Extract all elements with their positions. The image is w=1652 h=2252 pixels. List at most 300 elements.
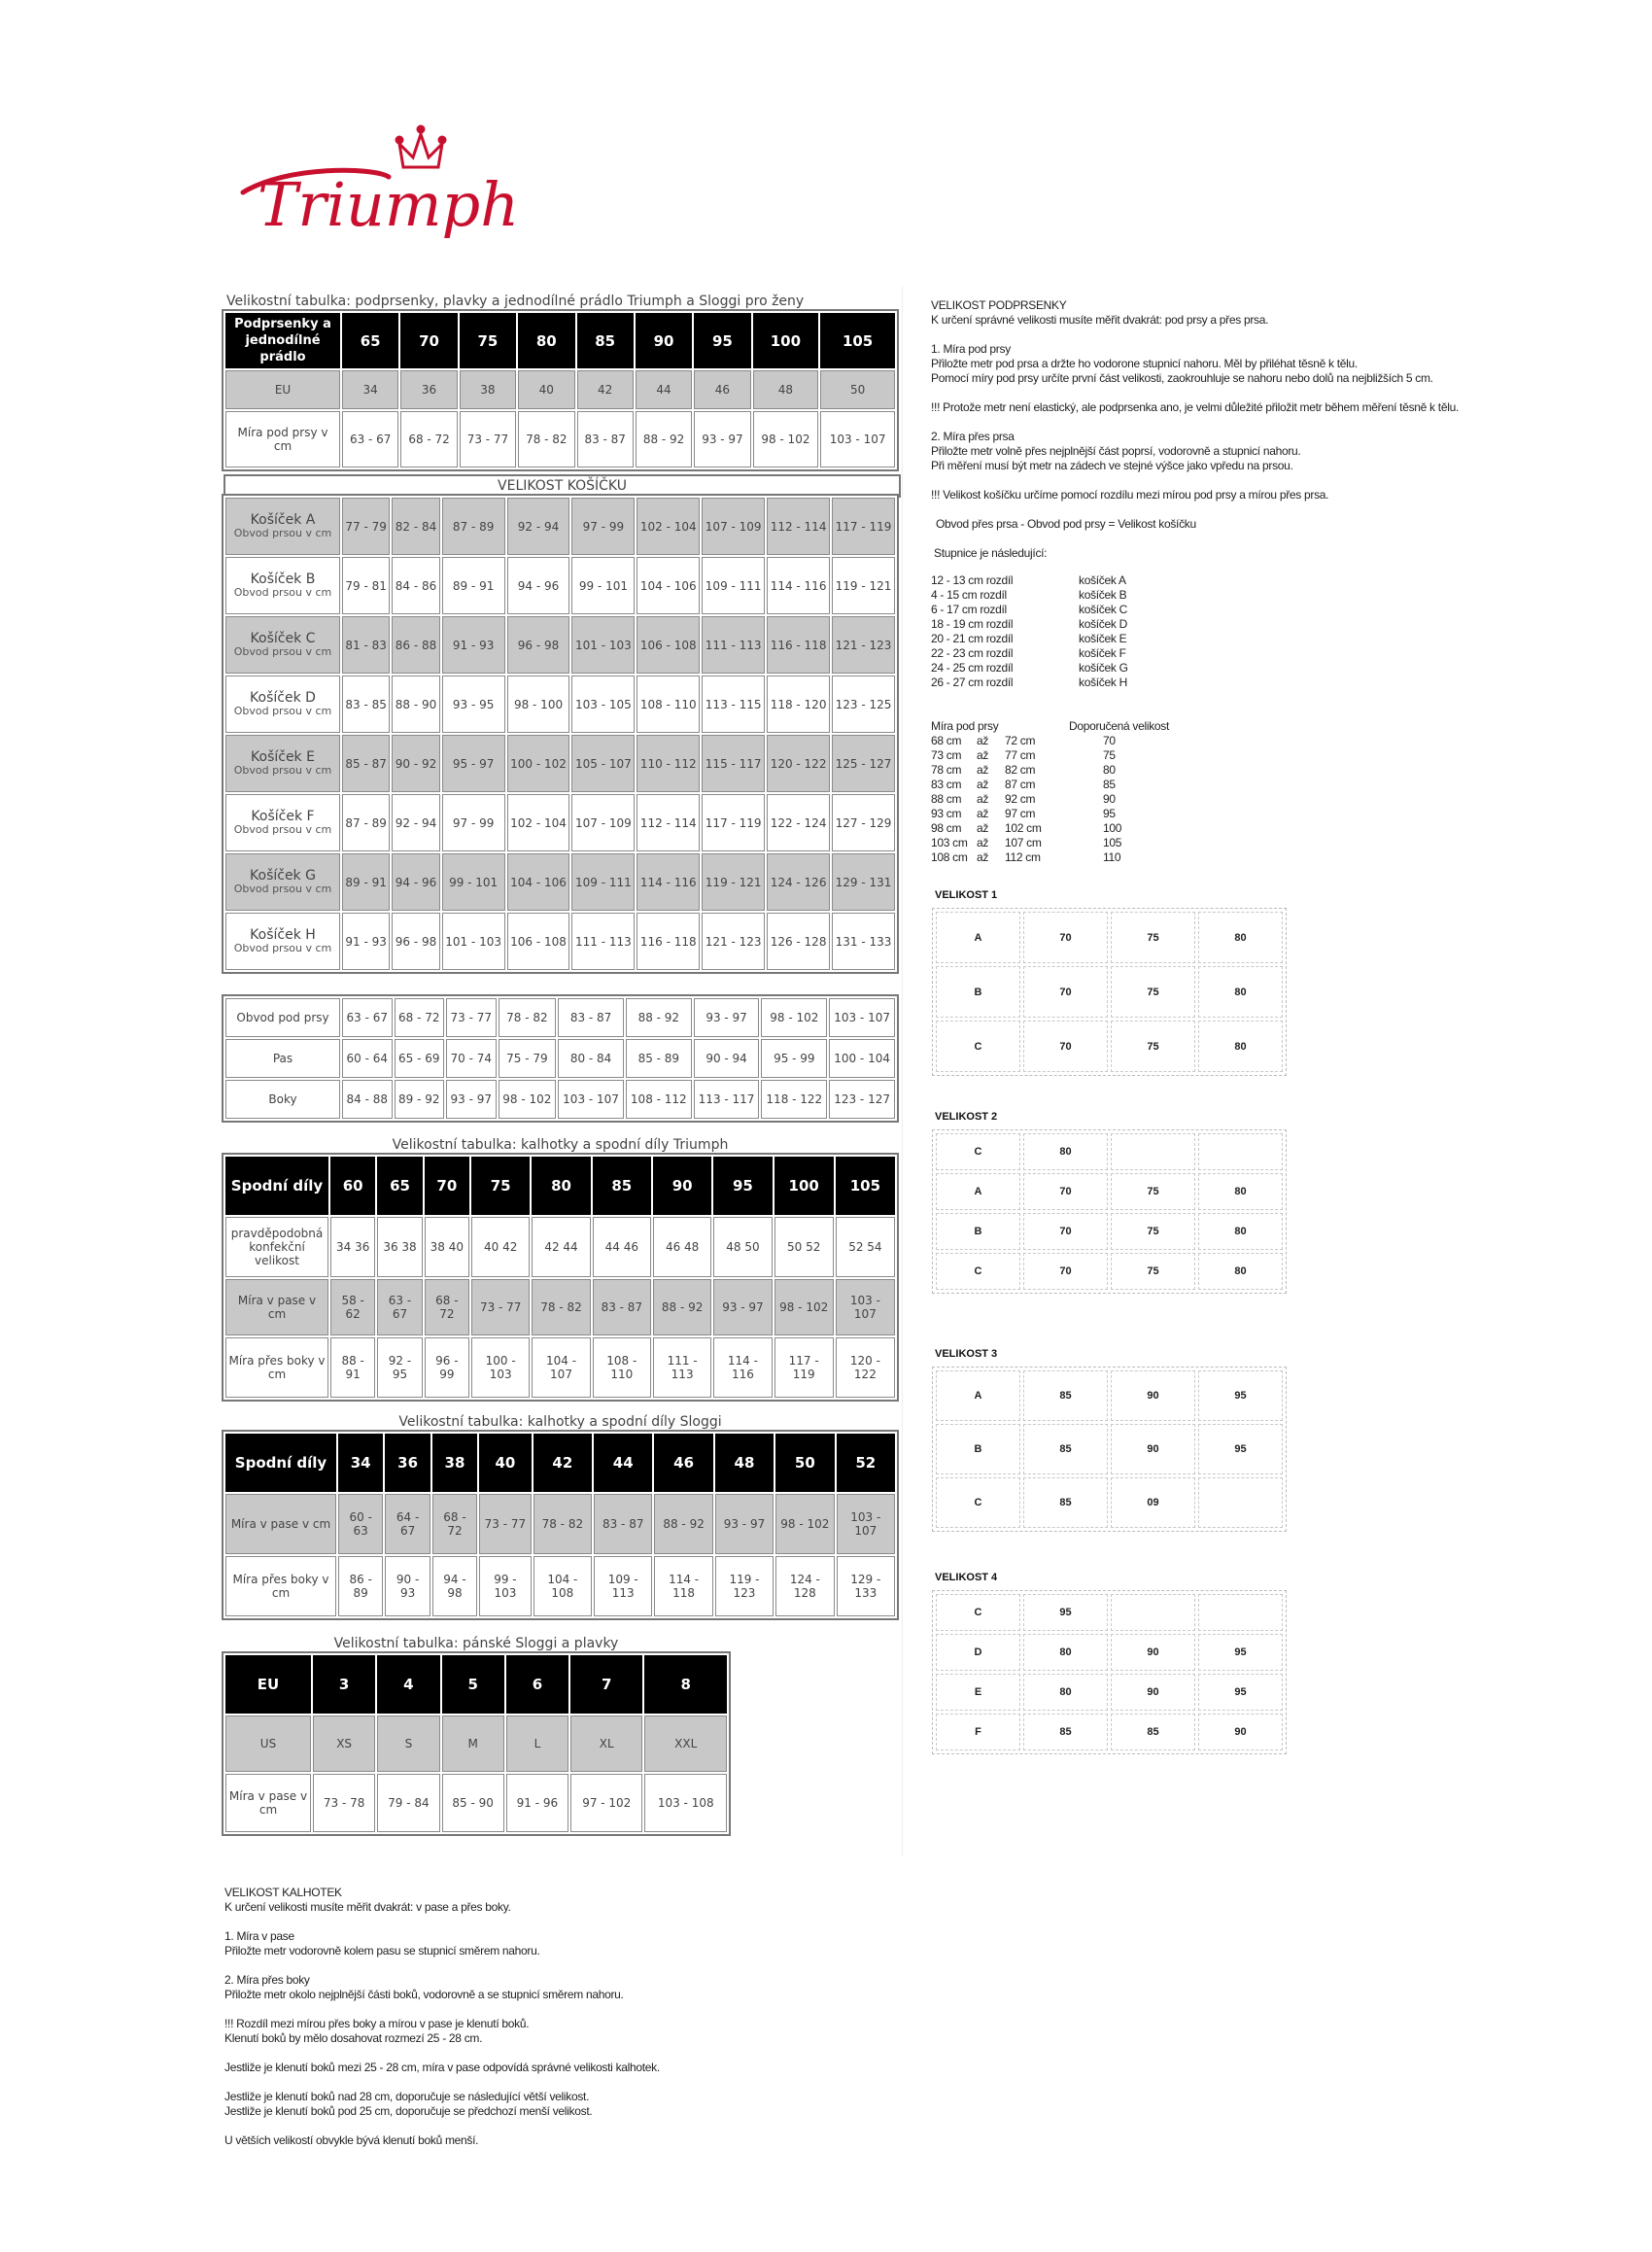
triumph-brief-size: 70 [425, 1157, 469, 1215]
triumph-briefs-value: 92 - 95 [377, 1337, 422, 1398]
body-value: 108 - 112 [626, 1080, 692, 1119]
velikost-size: 95 [1198, 1674, 1283, 1711]
triumph-briefs-value: 68 - 72 [425, 1279, 469, 1335]
cup-row [225, 676, 895, 733]
cup-row [225, 913, 895, 970]
recommend-upto: 82 cm [1005, 763, 1036, 777]
velikost-table [933, 1591, 1286, 1753]
recommend-size: 85 [1103, 778, 1116, 791]
velikost-size: 80 [1023, 1133, 1108, 1170]
cup-scale-cup: košíček E [1079, 632, 1127, 645]
cup-value: 94 - 96 [507, 557, 570, 614]
recommend-to: až [977, 763, 989, 777]
eu-value: 36 [400, 370, 457, 409]
sloggi-briefs-value: 88 - 92 [654, 1494, 712, 1554]
men-us-label: US [225, 1715, 311, 1772]
body-value: 90 - 94 [694, 1039, 760, 1078]
eu-value: 44 [636, 370, 692, 409]
cup-value: 103 - 105 [571, 676, 635, 733]
recommend-to: až [977, 778, 989, 791]
cup-name: Košíček H [250, 927, 316, 943]
cup-value: 125 - 127 [832, 735, 895, 792]
sloggi-briefs-value: 78 - 82 [533, 1494, 592, 1554]
velikost-size: 85 [1023, 1477, 1108, 1528]
eu-value: 38 [460, 370, 516, 409]
sloggi-briefs-value: 64 - 67 [385, 1494, 430, 1554]
men-us-value: XS [313, 1715, 375, 1772]
body-label: Obvod pod prsy [225, 998, 340, 1037]
cup-value: 114 - 116 [767, 557, 830, 614]
triumph-briefs-value: 44 46 [593, 1217, 651, 1277]
triumph-brief-size: 65 [377, 1157, 422, 1215]
triumph-briefs-value: 120 - 122 [836, 1337, 895, 1398]
triumph-briefs-value: 93 - 97 [713, 1279, 772, 1335]
triumph-brief-size: 100 [774, 1157, 834, 1215]
cup-value: 85 - 87 [342, 735, 390, 792]
cup-scale-cup: košíček A [1079, 573, 1126, 587]
recommend-from: 78 cm [931, 763, 962, 777]
recommend-header-size: Doporučená velikost [1069, 719, 1170, 733]
triumph-briefs-value: 46 48 [653, 1217, 711, 1277]
triumph-briefs-value: 114 - 116 [713, 1337, 772, 1398]
body-value: 118 - 122 [761, 1080, 827, 1119]
triumph-briefs-value: 34 36 [330, 1217, 375, 1277]
triumph-brief-size: 105 [836, 1157, 895, 1215]
velikost-row [936, 1424, 1283, 1474]
recommend-upto: 92 cm [1005, 792, 1036, 806]
sloggi-briefs-value: 103 - 107 [837, 1494, 895, 1554]
velikost-cup: A [936, 1173, 1020, 1210]
men-waist-value: 103 - 108 [644, 1774, 727, 1832]
triumph-briefs-value: 111 - 113 [653, 1337, 711, 1398]
men-waist-value: 79 - 84 [377, 1774, 439, 1832]
triumph-briefs-value: 48 50 [713, 1217, 772, 1277]
men-waist-label: Míra v pase v cm [225, 1774, 311, 1832]
triumph-briefs-title: Velikostní tabulka: kalhotky a spodní díly Triumph [392, 1137, 729, 1153]
cup-scale-diff: 6 - 17 cm rozdíl [931, 603, 1007, 616]
body-value: 100 - 104 [829, 1039, 895, 1078]
velikost-size: 80 [1198, 1253, 1283, 1290]
men-size-table [224, 1653, 729, 1834]
cup-value: 96 - 98 [392, 913, 439, 970]
recommend-size: 95 [1103, 807, 1116, 820]
body-label: Pas [225, 1039, 340, 1078]
cup-value: 129 - 131 [832, 853, 895, 911]
body-row [225, 998, 895, 1037]
cup-value: 99 - 101 [442, 853, 505, 911]
recommend-from: 88 cm [931, 792, 962, 806]
velikost-table [933, 1130, 1286, 1293]
velikost-size: 95 [1198, 1424, 1283, 1474]
velikost-size [1198, 1133, 1283, 1170]
velikost-size: 80 [1023, 1634, 1108, 1671]
bra-size-header: 70 [400, 313, 457, 368]
body-value: 95 - 99 [761, 1039, 827, 1078]
men-eu-value: 7 [570, 1655, 642, 1714]
cup-value: 93 - 95 [442, 676, 505, 733]
cup-value: 96 - 98 [507, 616, 570, 674]
sloggi-brief-size: 46 [654, 1434, 712, 1492]
body-value: 60 - 64 [342, 1039, 393, 1078]
cup-value: 89 - 91 [442, 557, 505, 614]
velikost-size: 90 [1111, 1424, 1195, 1474]
men-eu-value: 5 [442, 1655, 504, 1714]
cup-name: Košíček E [251, 749, 315, 765]
cup-value: 107 - 109 [571, 794, 635, 851]
triumph-briefs-value: 78 - 82 [532, 1279, 590, 1335]
triumph-briefs-value: 58 - 62 [330, 1279, 375, 1335]
velikost-size: 70 [1023, 912, 1108, 963]
sloggi-brief-size: 38 [432, 1434, 477, 1492]
cup-value: 109 - 111 [702, 557, 765, 614]
velikost-size: 80 [1023, 1674, 1108, 1711]
cup-sublabel: Obvod prsou v cm [233, 586, 332, 599]
formula: Obvod přes prsa - Obvod pod prsy = Velikost košíčku [936, 517, 1196, 531]
bra-size-header: 100 [753, 313, 819, 368]
cup-value: 110 - 112 [637, 735, 700, 792]
hips-text: Přiložte metr okolo nejplnější části boků, vodorovně a se stupnicí směrem nahoru. [224, 1988, 624, 2001]
velikost-size: 09 [1111, 1477, 1195, 1528]
cup-size-table [224, 496, 897, 972]
recommend-upto: 87 cm [1005, 778, 1036, 791]
cup-value: 111 - 113 [702, 616, 765, 674]
velikost-size: 70 [1023, 1173, 1108, 1210]
cup-value: 91 - 93 [342, 913, 390, 970]
velikost-cup: C [936, 1253, 1020, 1290]
underbust-value: 83 - 87 [577, 411, 634, 468]
sloggi-briefs-value: 86 - 89 [338, 1556, 383, 1616]
velikost-row [936, 1477, 1283, 1528]
hip-warning2: Klenutí boků by mělo dosahovat rozmezí 25 - 28 cm. [224, 2031, 483, 2045]
cup-scale-cup: košíček H [1079, 676, 1127, 689]
recommend-to: až [977, 734, 989, 747]
sloggi-brief-size: 44 [594, 1434, 652, 1492]
recommend-to: až [977, 821, 989, 835]
triumph-briefs-value: 96 - 99 [425, 1337, 469, 1398]
sloggi-brief-size: 42 [533, 1434, 592, 1492]
triumph-brief-size: 60 [330, 1157, 375, 1215]
cup-scale-cup: košíček C [1079, 603, 1127, 616]
triumph-briefs-label: pravděpodobná konfekční velikost [225, 1217, 328, 1277]
cup-value: 114 - 116 [637, 853, 700, 911]
sloggi-brief-size: 50 [775, 1434, 834, 1492]
sloggi-briefs-value: 124 - 128 [775, 1556, 834, 1616]
cup-value: 105 - 107 [571, 735, 635, 792]
brief-note-p1: Jestliže je klenutí boků mezi 25 - 28 cm, míra v pase odpovídá správné velikosti kalhotek. [224, 2061, 660, 2074]
cup-sublabel: Obvod prsou v cm [233, 645, 332, 658]
recommend-size: 70 [1103, 734, 1116, 747]
velikost-size: 95 [1198, 1370, 1283, 1421]
triumph-briefs-row [225, 1279, 895, 1335]
cup-value: 77 - 79 [342, 498, 390, 555]
cup-value: 131 - 133 [832, 913, 895, 970]
men-us-value: L [506, 1715, 568, 1772]
body-value: 85 - 89 [626, 1039, 692, 1078]
crown-icon [396, 126, 445, 167]
triumph-briefs-label: Míra v pase v cm [225, 1279, 328, 1335]
sloggi-briefs-row [225, 1494, 895, 1554]
triumph-briefs-value: 73 - 77 [471, 1279, 530, 1335]
cup-value: 86 - 88 [392, 616, 439, 674]
triumph-brief-size: 95 [713, 1157, 772, 1215]
cup-sublabel: Obvod prsou v cm [233, 942, 332, 954]
cup-name: Košíček B [250, 572, 316, 587]
velikost-cup: B [936, 1213, 1020, 1250]
cup-value: 104 - 106 [637, 557, 700, 614]
triumph-brief-size: 80 [532, 1157, 590, 1215]
velikost-size: 95 [1198, 1634, 1283, 1671]
cup-label [225, 498, 340, 555]
warning2: !!! Velikost košíčku určíme pomocí rozdílu mezi mírou pod prsy a mírou přes prsa. [931, 488, 1329, 502]
cup-value: 115 - 117 [702, 735, 765, 792]
men-us-value: XXL [644, 1715, 727, 1772]
recommend-upto: 77 cm [1005, 748, 1036, 762]
cup-sublabel: Obvod prsou v cm [233, 883, 332, 895]
bra-header-row [225, 313, 895, 368]
underbust-value: 88 - 92 [636, 411, 692, 468]
velikost-title: VELIKOST 4 [935, 1572, 998, 1583]
velikost-row [936, 1634, 1283, 1671]
velikost-row [936, 1594, 1283, 1631]
eu-value: 34 [342, 370, 398, 409]
body-value: 65 - 69 [395, 1039, 445, 1078]
velikost-size: 80 [1198, 966, 1283, 1018]
body-value: 113 - 117 [694, 1080, 760, 1119]
brief-notes-intro: K určení velikosti musíte měřit dvakrát: v pase a přes boky. [224, 1900, 511, 1914]
eu-value: 40 [518, 370, 574, 409]
recommend-from: 103 cm [931, 836, 968, 849]
body-value: 83 - 87 [558, 998, 624, 1037]
cup-label [225, 616, 340, 674]
scale-intro: Stupnice je následující: [934, 546, 1048, 560]
velikost-size: 75 [1111, 1021, 1195, 1072]
triumph-briefs-header [225, 1157, 895, 1215]
body-value: 63 - 67 [342, 998, 393, 1037]
body-value: 98 - 102 [761, 998, 827, 1037]
sloggi-briefs-value: 129 - 133 [837, 1556, 895, 1616]
underbust-value: 93 - 97 [694, 411, 750, 468]
bra-header-label: Podprsenky a jednodílné prádlo [225, 313, 340, 368]
recommend-to: až [977, 748, 989, 762]
body-value: 80 - 84 [558, 1039, 624, 1078]
cup-value: 81 - 83 [342, 616, 390, 674]
body-value: 123 - 127 [829, 1080, 895, 1119]
cup-value: 90 - 92 [392, 735, 439, 792]
column-divider [902, 287, 903, 1856]
triumph-briefs-value: 98 - 102 [774, 1279, 834, 1335]
cup-label [225, 676, 340, 733]
sloggi-briefs-value: 99 - 103 [479, 1556, 531, 1616]
velikost-table [933, 909, 1286, 1075]
cup-value: 113 - 115 [702, 676, 765, 733]
cup-name: Košíček D [250, 690, 316, 706]
cup-name: Košíček A [250, 512, 316, 528]
cup-value: 99 - 101 [571, 557, 635, 614]
men-table-title: Velikostní tabulka: pánské Sloggi a plavky [333, 1636, 619, 1651]
cup-row [225, 616, 895, 674]
triumph-briefs-value: 36 38 [377, 1217, 422, 1277]
recommend-to: až [977, 836, 989, 849]
men-eu-row [225, 1655, 727, 1714]
men-waist-value: 73 - 78 [313, 1774, 375, 1832]
velikost-row [936, 1674, 1283, 1711]
sloggi-briefs-value: 98 - 102 [775, 1494, 834, 1554]
velikost-size [1198, 1594, 1283, 1631]
velikost-title: VELIKOST 3 [935, 1348, 998, 1360]
body-value: 73 - 77 [446, 998, 497, 1037]
triumph-briefs-row [225, 1337, 895, 1398]
sloggi-briefs-value: 104 - 108 [533, 1556, 592, 1616]
body-value: 93 - 97 [446, 1080, 497, 1119]
cup-name: Košíček F [251, 809, 315, 824]
cup-scale-cup: košíček F [1079, 646, 1126, 660]
cup-value: 123 - 125 [832, 676, 895, 733]
velikost-cup: C [936, 1133, 1020, 1170]
waist-text: Přiložte metr vodorovně kolem pasu se stupnicí směrem nahoru. [224, 1944, 540, 1958]
men-waist-value: 97 - 102 [570, 1774, 642, 1832]
bra-notes [931, 298, 1459, 575]
triumph-briefs-label: Míra přes boky v cm [225, 1337, 328, 1398]
cup-scale-diff: 18 - 19 cm rozdíl [931, 617, 1014, 631]
recommend-upto: 72 cm [1005, 734, 1036, 747]
velikost-cup: C [936, 1021, 1020, 1072]
cup-scale-diff: 22 - 23 cm rozdíl [931, 646, 1014, 660]
men-us-value: M [442, 1715, 504, 1772]
bra-size-header: 85 [577, 313, 634, 368]
velikost-row [936, 1714, 1283, 1750]
cup-value: 122 - 124 [767, 794, 830, 851]
men-us-row [225, 1715, 727, 1772]
velikost-cup: D [936, 1634, 1020, 1671]
men-eu-value: 3 [313, 1655, 375, 1714]
recommend-size: 105 [1103, 836, 1122, 849]
velikost-size: 90 [1111, 1370, 1195, 1421]
sloggi-briefs-value: 93 - 97 [715, 1494, 774, 1554]
cup-scale-diff: 20 - 21 cm rozdíl [931, 632, 1014, 645]
brief-note-p2: Jestliže je klenutí boků nad 28 cm, doporučuje se následující větší velikost. [224, 2090, 590, 2103]
body-row [225, 1080, 895, 1119]
bra-size-header: 90 [636, 313, 692, 368]
cup-value: 92 - 94 [392, 794, 439, 851]
velikost-cup: B [936, 966, 1020, 1018]
cup-scale-diff: 12 - 13 cm rozdíl [931, 573, 1014, 587]
cup-value: 87 - 89 [442, 498, 505, 555]
sloggi-brief-size: 40 [479, 1434, 531, 1492]
recommend-upto: 97 cm [1005, 807, 1036, 820]
hips-title: 2. Míra přes boky [224, 1973, 310, 1987]
velikost-size: 85 [1111, 1714, 1195, 1750]
cup-scale-cup: košíček G [1079, 661, 1128, 675]
body-label: Boky [225, 1080, 340, 1119]
triumph-briefs-value: 50 52 [774, 1217, 834, 1277]
velikost-size: 75 [1111, 1173, 1195, 1210]
cup-scale-diff: 24 - 25 cm rozdíl [931, 661, 1014, 675]
cup-value: 121 - 123 [702, 913, 765, 970]
cup-value: 102 - 104 [637, 498, 700, 555]
velikost-size [1111, 1133, 1195, 1170]
cup-value: 117 - 119 [702, 794, 765, 851]
body-value: 88 - 92 [626, 998, 692, 1037]
cup-value: 117 - 119 [832, 498, 895, 555]
men-eu-label: EU [225, 1655, 311, 1714]
cup-value: 92 - 94 [507, 498, 570, 555]
underbust-value: 98 - 102 [753, 411, 819, 468]
cup-value: 88 - 90 [392, 676, 439, 733]
cup-value: 83 - 85 [342, 676, 390, 733]
cup-label [225, 853, 340, 911]
velikost-size: 85 [1023, 1714, 1108, 1750]
sloggi-briefs-value: 60 - 63 [338, 1494, 383, 1554]
underbust-label: Míra pod prsy v cm [225, 411, 340, 468]
cup-value: 91 - 93 [442, 616, 505, 674]
cup-scale-diff: 4 - 15 cm rozdíl [931, 588, 1007, 602]
triumph-briefs-header-label: Spodní díly [225, 1157, 328, 1215]
cup-label [225, 794, 340, 851]
cup-value: 98 - 100 [507, 676, 570, 733]
cup-row [225, 853, 895, 911]
cup-value: 84 - 86 [392, 557, 439, 614]
warning1: !!! Protože metr není elastický, ale podprsenka ano, je velmi důležité přiložit metr během měření těsně k tělu. [931, 400, 1459, 414]
cup-value: 79 - 81 [342, 557, 390, 614]
body-value: 89 - 92 [395, 1080, 445, 1119]
velikost-cup: A [936, 912, 1020, 963]
velikost-title: VELIKOST 1 [935, 889, 998, 901]
cup-value: 106 - 108 [637, 616, 700, 674]
velikost-size: 70 [1023, 1021, 1108, 1072]
velikost-row [936, 1253, 1283, 1290]
cup-value: 116 - 118 [637, 913, 700, 970]
recommend-size: 100 [1103, 821, 1122, 835]
cup-row [225, 735, 895, 792]
sloggi-brief-size: 48 [715, 1434, 774, 1492]
underbust-value: 103 - 107 [820, 411, 895, 468]
triumph-briefs-value: 52 54 [836, 1217, 895, 1277]
velikost-cup: B [936, 1424, 1020, 1474]
eu-value: 50 [820, 370, 895, 409]
cup-value: 95 - 97 [442, 735, 505, 792]
velikost-row [936, 1133, 1283, 1170]
bra-notes-intro: K určení správné velikosti musíte měřit dvakrát: pod prsy a přes prsa. [931, 313, 1269, 327]
velikost-cup: C [936, 1477, 1020, 1528]
triumph-briefs-value: 117 - 119 [774, 1337, 834, 1398]
cup-scale-diff: 26 - 27 cm rozdíl [931, 676, 1014, 689]
men-eu-value: 8 [644, 1655, 727, 1714]
sloggi-briefs-label: Míra v pase v cm [225, 1494, 336, 1554]
cup-value: 109 - 111 [571, 853, 635, 911]
body-value: 103 - 107 [558, 1080, 624, 1119]
cup-value: 89 - 91 [342, 853, 390, 911]
brief-note-p4: U větších velikostí obvykle bývá klenutí boků menší. [224, 2133, 479, 2147]
cup-label [225, 913, 340, 970]
eu-value: 42 [577, 370, 634, 409]
cup-scale-cup: košíček B [1079, 588, 1127, 602]
cup-value: 124 - 126 [767, 853, 830, 911]
cup-value: 104 - 106 [507, 853, 570, 911]
triumph-briefs-value: 40 42 [471, 1217, 530, 1277]
men-us-value: S [377, 1715, 439, 1772]
measure1-title: 1. Míra pod prsy [931, 342, 1011, 356]
body-value: 78 - 82 [499, 998, 557, 1037]
bra-size-header: 65 [342, 313, 398, 368]
velikost-size: 75 [1111, 1253, 1195, 1290]
velikost-size [1198, 1477, 1283, 1528]
velikost-size: 80 [1198, 1021, 1283, 1072]
recommend-from: 98 cm [931, 821, 962, 835]
sloggi-briefs-value: 114 - 118 [654, 1556, 712, 1616]
cup-section-label: VELIKOST KOŠÍČKU [224, 474, 901, 498]
body-value: 75 - 79 [499, 1039, 557, 1078]
recommend-size: 75 [1103, 748, 1116, 762]
